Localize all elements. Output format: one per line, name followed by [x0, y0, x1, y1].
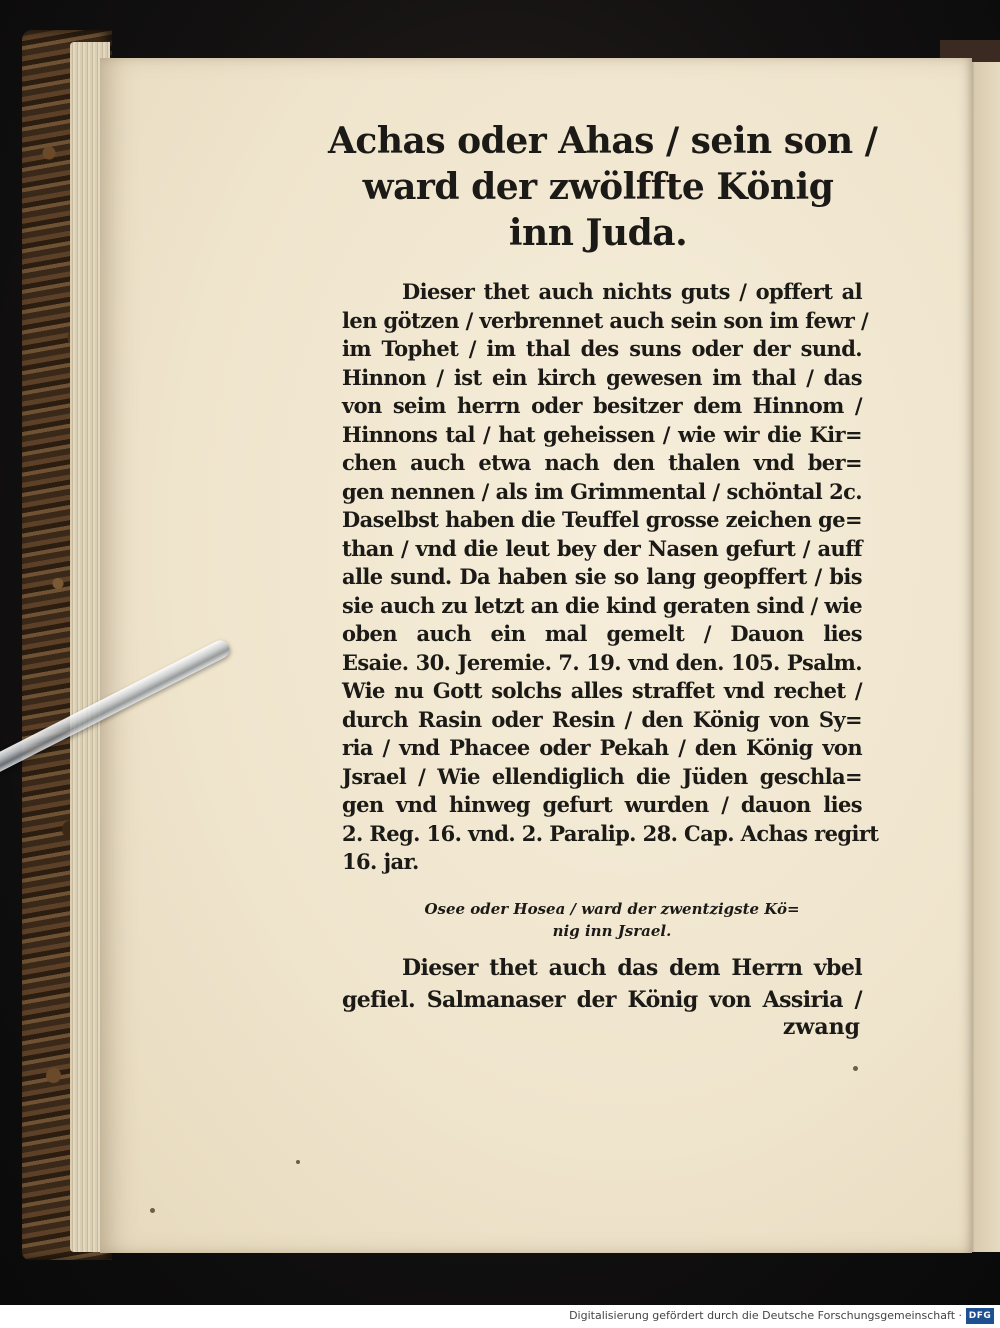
text-line: von seim herrn oder besitzer dem Hinnom / — [342, 393, 862, 418]
second-paragraph — [342, 952, 862, 1016]
funding-credit: Digitalisierung gefördert durch die Deutsche Forschungsgemeinschaft · — [569, 1309, 962, 1322]
catchword: zwang — [782, 1014, 860, 1040]
text-line: gen vnd hinweg gefurt wurden / dauon lies — [342, 792, 862, 817]
main-paragraph — [342, 278, 879, 877]
text-line: ria / vnd Phacee oder Pekah / den König von — [342, 735, 862, 760]
paper-speck — [853, 1066, 858, 1071]
text-line: 16. jar. — [342, 849, 419, 874]
title-line: Achas oder Ahas / sein son / — [328, 120, 878, 162]
text-line: durch Rasin oder Resin / den König von Sy= — [342, 706, 862, 732]
subheading-line: Osee oder Hosea / ward der zwentzigste Kö= — [424, 900, 800, 918]
paper-speck — [296, 1160, 300, 1164]
text-line: chen auch etwa nach den thalen vnd ber= — [342, 450, 862, 475]
title-line: ward der zwölffte König — [362, 166, 834, 208]
text-line: alle sund. Da haben sie so lang geopffert / bis — [342, 564, 862, 589]
text-line: Dieser thet auch nichts guts / opffert al — [402, 279, 862, 304]
text-line: oben auch ein mal gemelt / Dauon lies — [342, 621, 862, 646]
text-line: sie auch zu letzt an die kind geraten sind / wie — [342, 592, 862, 618]
paper-speck — [150, 1208, 155, 1213]
text-line: Dieser thet auch das dem Herrn vbel — [402, 955, 862, 981]
text-line: gen nennen / als im Grimmental / schöntal 2c. — [342, 478, 862, 504]
footer-bar — [0, 1305, 1000, 1328]
text-line: Wie nu Gott solchs alles straffet vnd rechet / — [342, 678, 862, 703]
chapter-title — [328, 118, 878, 256]
text-line: Esaie. 30. Jeremie. 7. 19. vnd den. 105. Psalm. — [342, 649, 862, 675]
text-line: 2. Reg. 16. vnd. 2. Paralip. 28. Cap. Achas regirt — [342, 820, 879, 846]
text-line: gefiel. Salmanaser der König von Assiria / — [342, 987, 862, 1013]
text-line: Jsrael / Wie ellendiglich die Jüden geschla= — [342, 763, 862, 789]
text-line: len götzen / verbrennet auch sein son im fewr / — [342, 307, 869, 333]
section-subheading — [372, 898, 852, 942]
text-line: than / vnd die leut bey der Nasen gefurt / auff — [342, 535, 862, 561]
subheading-line: nig inn Jsrael. — [552, 922, 672, 940]
title-line: inn Juda. — [508, 212, 688, 254]
dfg-logo: DFG — [966, 1308, 994, 1324]
text-line: im Tophet / im thal des suns oder der sund. — [342, 336, 862, 361]
text-line: Hinnons tal / hat geheissen / wie wir die Kir= — [342, 421, 862, 447]
text-line: Daselbst haben die Teuffel grosse zeichen ge= — [342, 507, 862, 532]
text-line: Hinnon / ist ein kirch gewesen im thal / das — [342, 364, 862, 390]
